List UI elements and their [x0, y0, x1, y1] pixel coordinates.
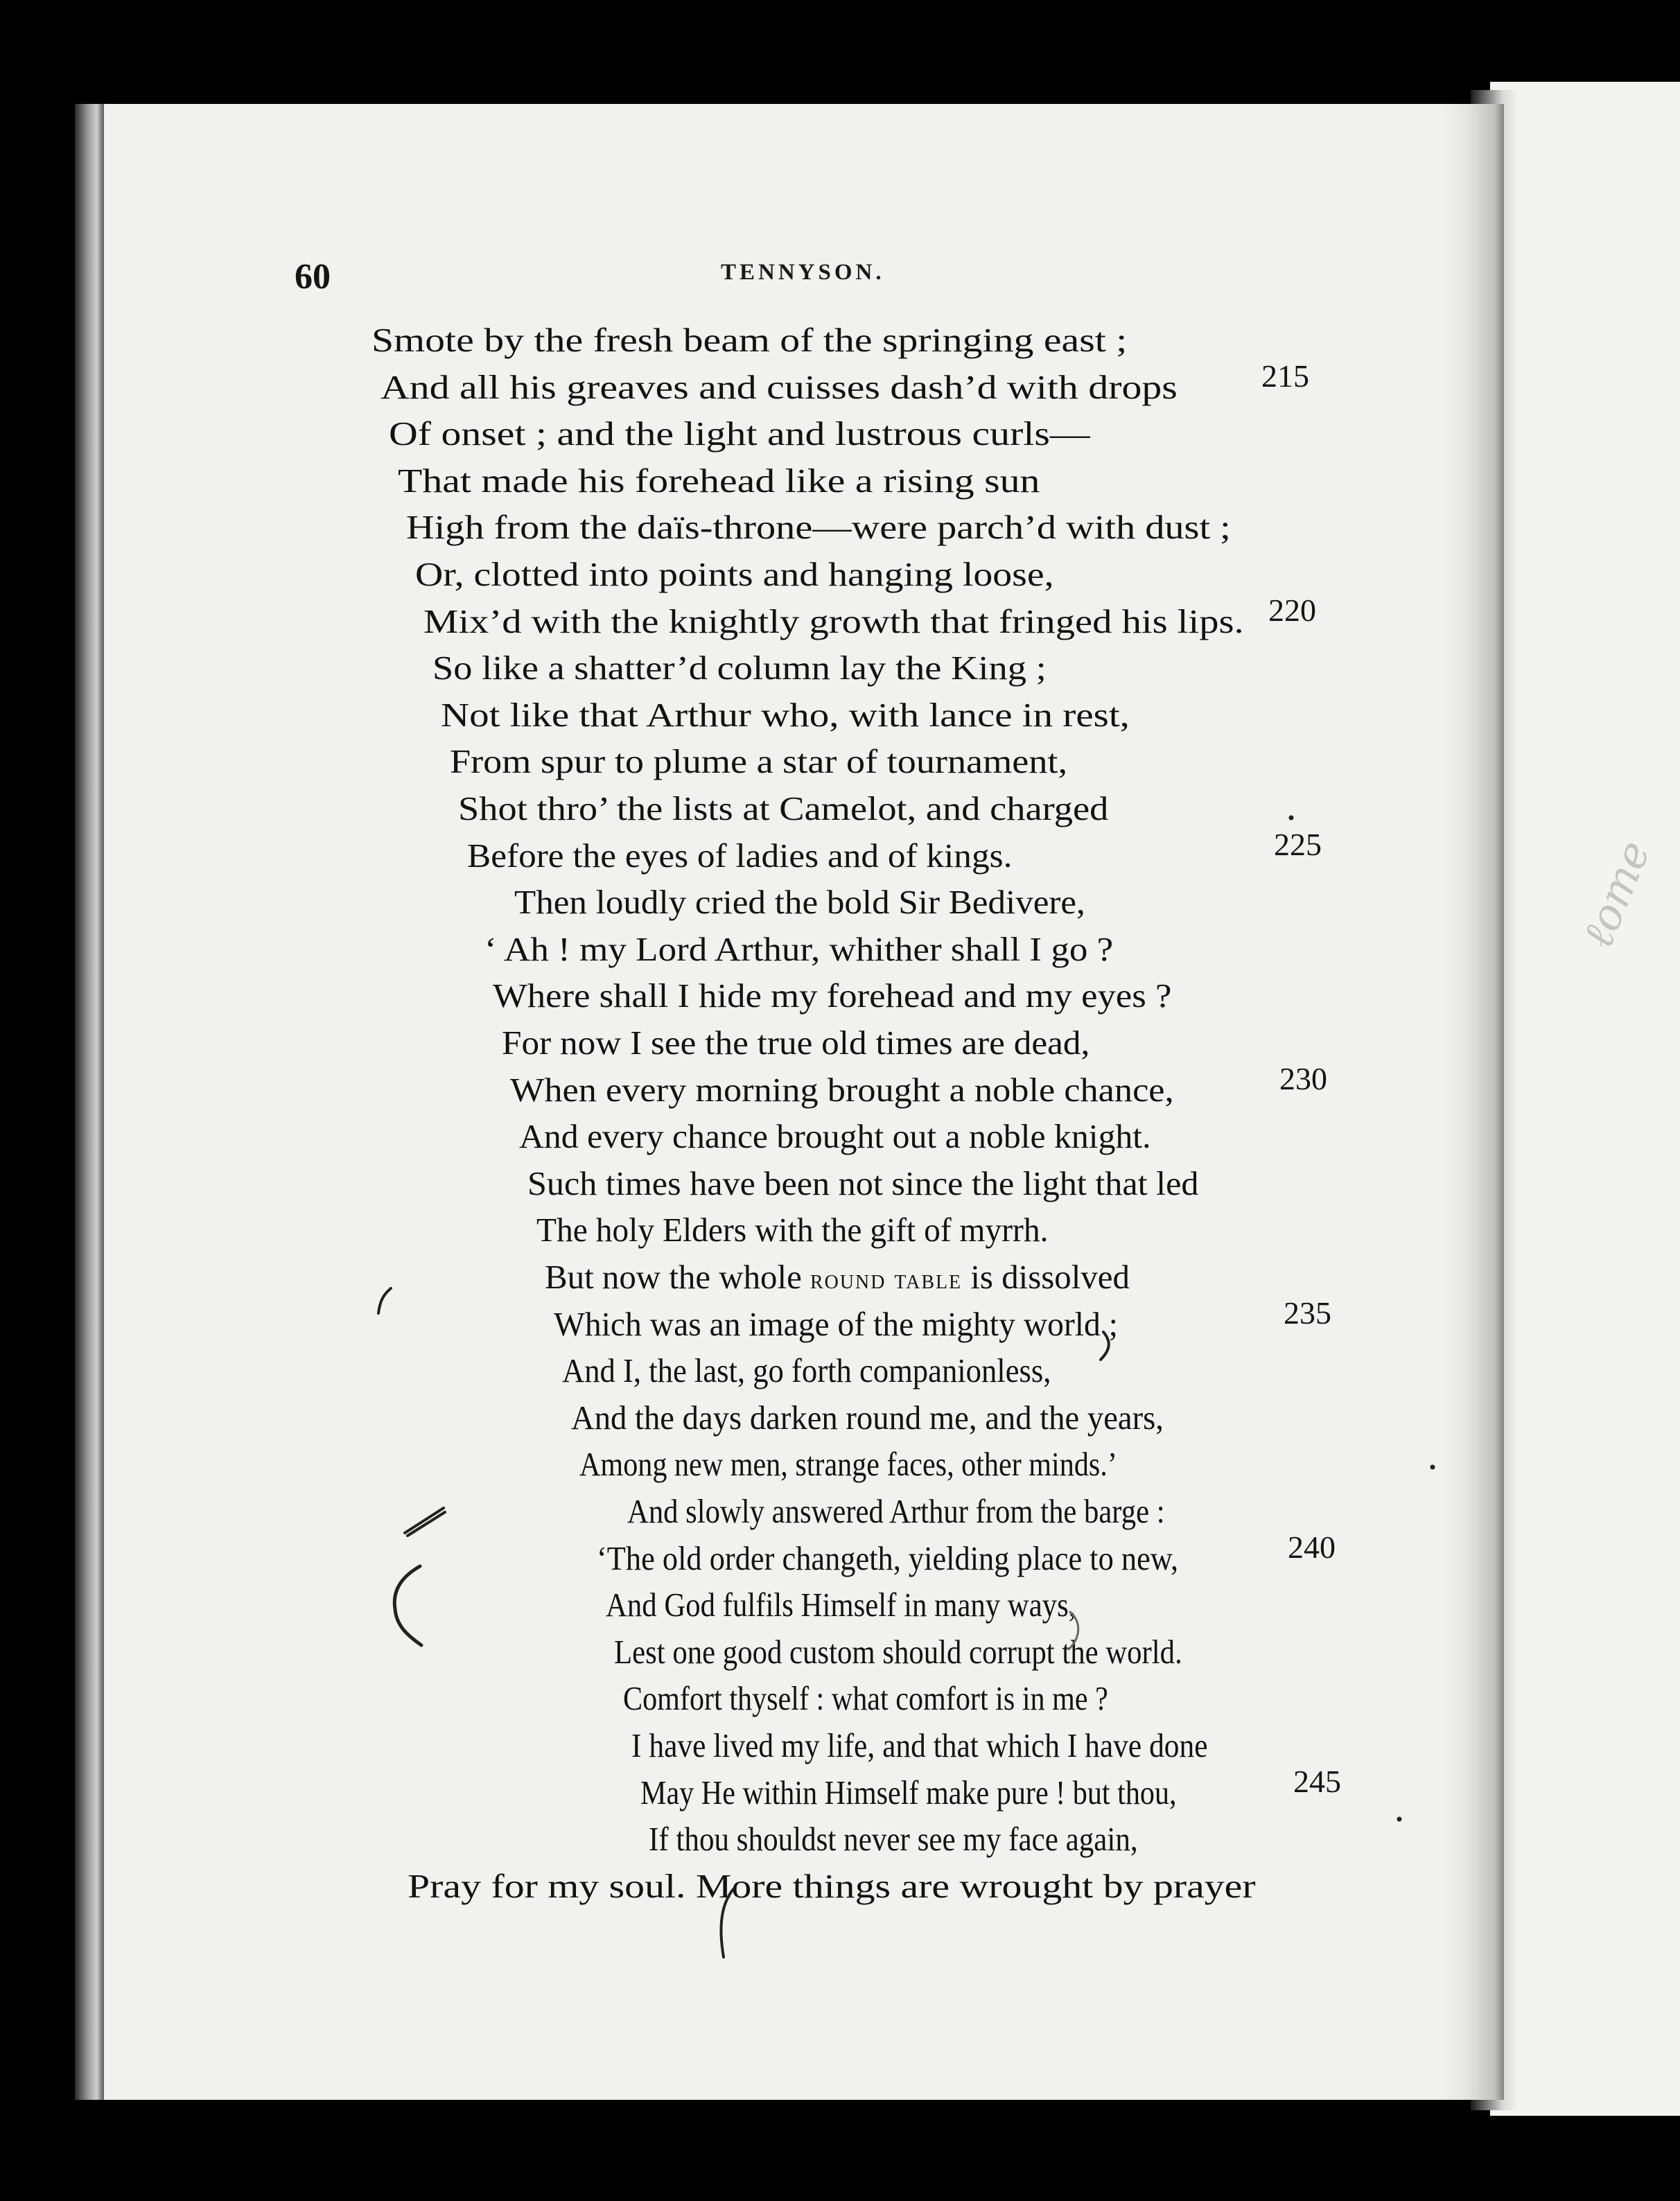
- verse-line: For now I see the true old times are dead,: [501, 1024, 1090, 1062]
- verse-line: Shot thro’ the lists at Camelot, and charged: [458, 789, 1109, 827]
- verse-fragment: is dissolved: [962, 1258, 1130, 1296]
- facing-page-pencil-mark: ℓome: [1572, 833, 1661, 955]
- verse-line: Smote by the fresh beam of the springing east ;: [371, 321, 1128, 359]
- page-number: 60: [295, 257, 331, 297]
- verse-line: ‘The old order changeth, yielding place to new,: [597, 1538, 1179, 1577]
- verse-line: Where shall I hide my forehead and my eyes ?: [493, 976, 1172, 1015]
- verse-line: Then loudly cried the bold Sir Bedivere,: [514, 883, 1085, 922]
- verse-line: From spur to plume a star of tournament,: [449, 742, 1067, 781]
- verse-line: Not like that Arthur who, with lance in rest,: [441, 695, 1130, 734]
- line-number: 225: [1274, 826, 1322, 862]
- page-gutter-shadow: [1442, 104, 1504, 2100]
- verse-line: And I, the last, go forth companionless,: [562, 1351, 1051, 1390]
- verse-line: Mix’d with the knightly growth that fringed his lips.: [423, 602, 1244, 640]
- line-number: 235: [1284, 1295, 1331, 1331]
- verse-line: The holy Elders with the gift of myrrh.: [536, 1211, 1048, 1249]
- verse-line: When every morning brought a noble chance,: [510, 1070, 1174, 1109]
- verse-line: Of onset ; and the light and lustrous curls—: [389, 414, 1090, 453]
- verse-line: Among new men, strange faces, other minds.’: [579, 1445, 1117, 1484]
- verse-line: And every chance brought out a noble knight.: [518, 1117, 1151, 1156]
- verse-line: Comfort thyself : what comfort is in me ?: [622, 1679, 1108, 1718]
- verse-line: Such times have been not since the light that led: [527, 1164, 1199, 1202]
- verse-line: And God fulfils Himself in many ways,: [605, 1586, 1076, 1624]
- line-number: 240: [1288, 1529, 1336, 1565]
- verse-line: I have lived my life, and that which I have done: [631, 1726, 1208, 1764]
- small-caps-phrase: round table: [810, 1263, 963, 1295]
- verse-line: And the days darken round me, and the years,: [570, 1398, 1164, 1437]
- line-number: 215: [1261, 358, 1309, 394]
- verse-line: And all his greaves and cuisses dash’d with drops: [380, 367, 1178, 406]
- verse-line: So like a shatter’d column lay the King ;: [432, 649, 1047, 687]
- verse-line: ‘ Ah ! my Lord Arthur, whither shall I go ?: [484, 929, 1113, 968]
- verse-line: That made his forehead like a rising sun: [397, 461, 1040, 500]
- verse-line: Pray for my soul. More things are wrought by prayer: [408, 1866, 1256, 1905]
- verse-line: [545, 1257, 1130, 1297]
- book-left-edge: [75, 104, 104, 2100]
- verse-fragment: But now the whole: [545, 1258, 811, 1296]
- verse-line: Or, clotted into points and hanging loose,: [414, 555, 1054, 593]
- running-title: TENNYSON.: [721, 260, 885, 285]
- verse-line: Before the eyes of ladies and of kings.: [466, 836, 1012, 875]
- line-number: 230: [1279, 1060, 1327, 1096]
- line-number: 245: [1293, 1763, 1341, 1799]
- verse-line: Lest one good custom should corrupt the world.: [614, 1632, 1182, 1671]
- facing-page: [1490, 82, 1680, 2116]
- verse-line: Which was an image of the mighty world ;: [553, 1304, 1118, 1343]
- verse-line: If thou shouldst never see my face again,: [649, 1820, 1138, 1859]
- line-number: 220: [1268, 592, 1316, 628]
- verse-line: May He within Himself make pure ! but thou,: [640, 1773, 1177, 1812]
- verse-line: High from the daïs-throne—were parch’d with dust ;: [406, 508, 1231, 547]
- verse-line: And slowly answered Arthur from the barge :: [627, 1492, 1165, 1530]
